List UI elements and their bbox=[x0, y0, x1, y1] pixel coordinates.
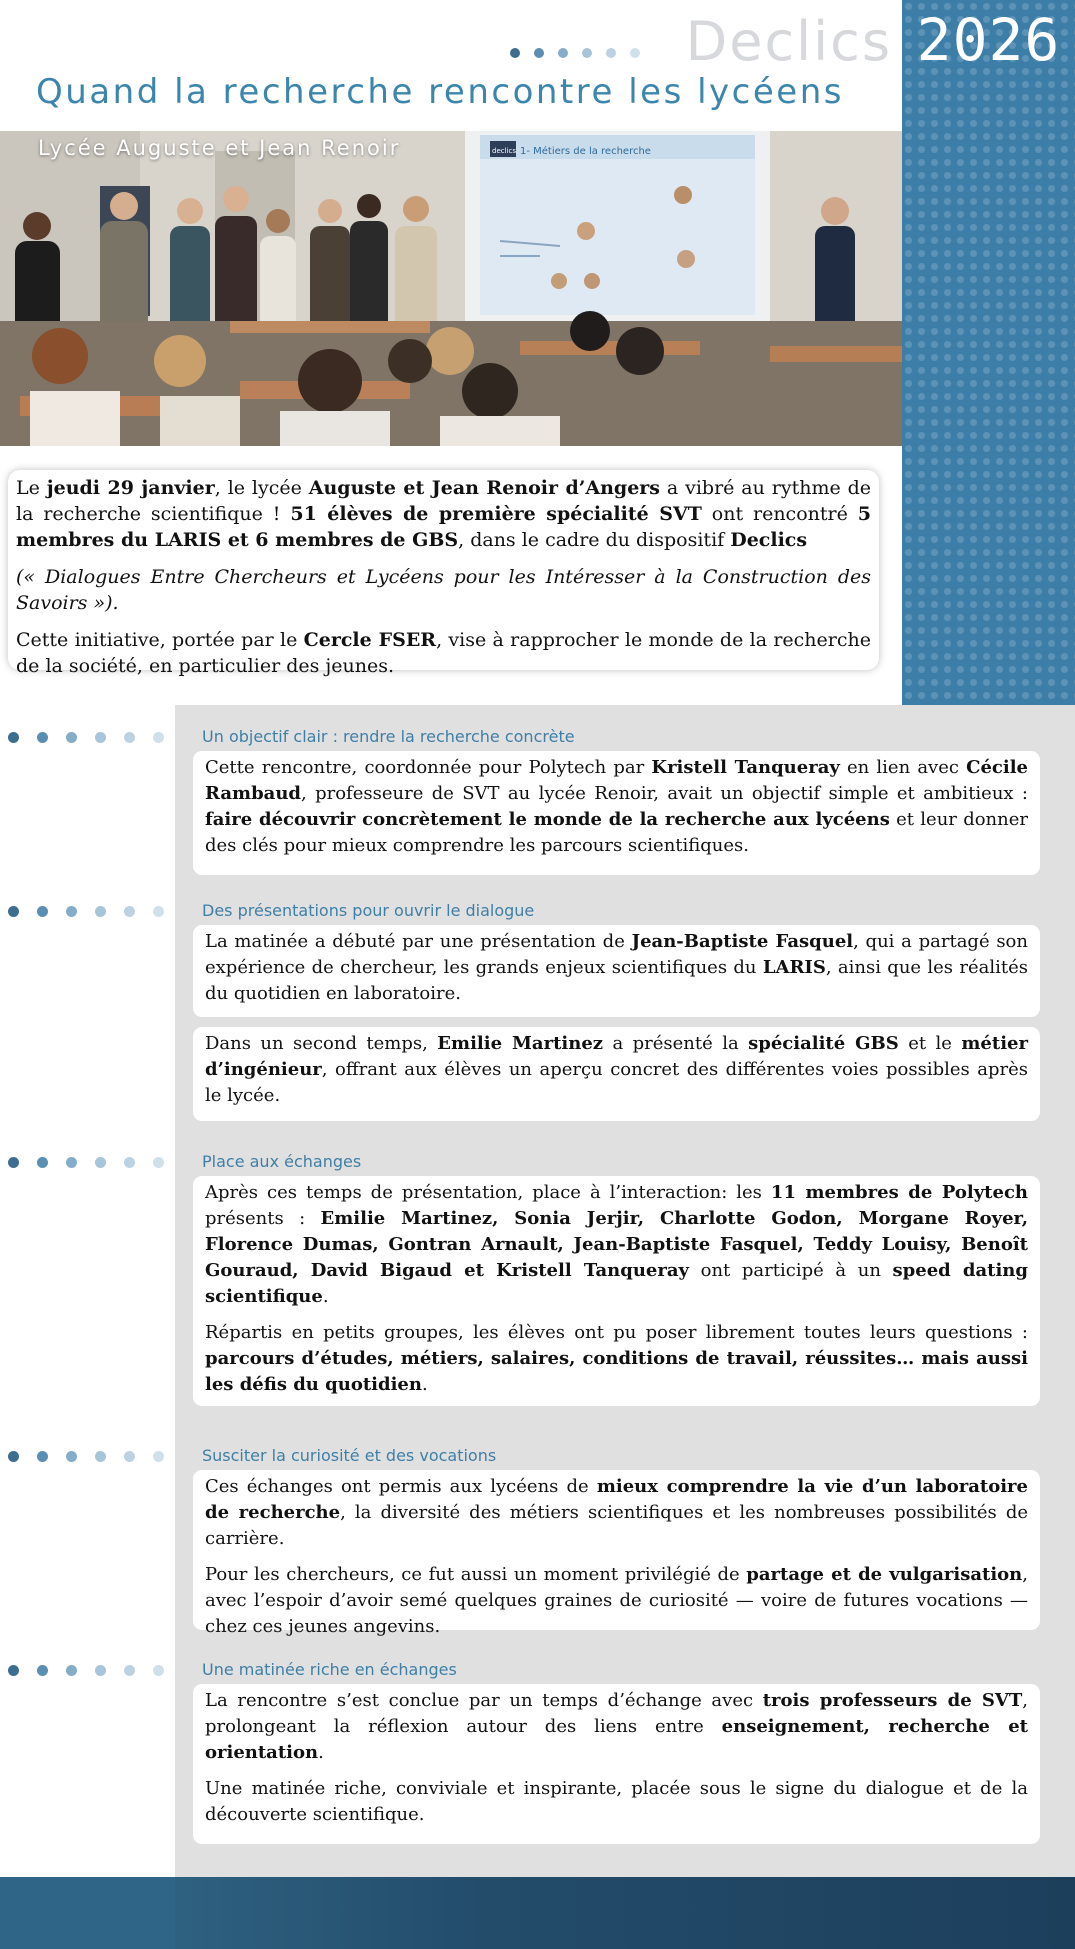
section-card: Cette rencontre, coordonnée pour Polytech par Kristell Tanqueray en lien avec Cécile Rambaud, professeure de SVT au lycée Renoir, avait un objectif simple et ambitieux : faire découvrir concrètement le monde de la recherche aux lycéens et leur donner des clés pour mieux comprendre les parcours scientifiques. bbox=[193, 751, 1040, 875]
section-dots bbox=[8, 1157, 164, 1168]
dot-icon bbox=[95, 732, 106, 743]
year-label: 2026 bbox=[916, 6, 1061, 74]
dot-icon bbox=[606, 48, 616, 58]
dot-icon bbox=[153, 1665, 164, 1676]
section-dots bbox=[8, 732, 164, 743]
dot-icon bbox=[95, 906, 106, 917]
dot-icon bbox=[558, 48, 568, 58]
slide-title: 1- Métiers de la recherche bbox=[520, 146, 651, 157]
dot-icon bbox=[66, 1157, 77, 1168]
intro-paragraph-2: (« Dialogues Entre Chercheurs et Lycéens pour les Intéresser à la Construction des Savoirs »). bbox=[16, 566, 871, 614]
dot-icon bbox=[8, 1451, 19, 1462]
page-headline: Quand la recherche rencontre les lycéens bbox=[36, 72, 844, 112]
section-title: Place aux échanges bbox=[202, 1152, 362, 1171]
section-dots bbox=[8, 1665, 164, 1676]
dot-icon bbox=[37, 906, 48, 917]
dot-icon bbox=[124, 906, 135, 917]
school-name: Lycée Auguste et Jean Renoir bbox=[38, 136, 401, 160]
dot-icon bbox=[153, 906, 164, 917]
dot-icon bbox=[582, 48, 592, 58]
dot-icon bbox=[37, 1157, 48, 1168]
dot-icon bbox=[124, 1451, 135, 1462]
dot-icon bbox=[153, 1451, 164, 1462]
dot-icon bbox=[8, 1157, 19, 1168]
dot-icon bbox=[66, 732, 77, 743]
section-title: Une matinée riche en échanges bbox=[202, 1660, 457, 1679]
footer-band bbox=[0, 1877, 1075, 1949]
dot-icon bbox=[124, 732, 135, 743]
content-sections bbox=[0, 705, 1075, 1877]
dot-icon bbox=[8, 1665, 19, 1676]
intro-paragraph-3: Cette initiative, portée par le Cercle FSER, vise à rapprocher le monde de la recherche de la société, en particulier des jeunes. bbox=[16, 629, 871, 677]
dot-icon bbox=[153, 732, 164, 743]
dot-icon bbox=[95, 1157, 106, 1168]
section-title: Un objectif clair : rendre la recherche concrète bbox=[202, 727, 575, 746]
dot-icon bbox=[630, 48, 640, 58]
slide-logo: declics bbox=[492, 147, 516, 155]
dot-icon bbox=[66, 1665, 77, 1676]
section-title: Des présentations pour ouvrir le dialogue bbox=[202, 901, 535, 920]
dot-icon bbox=[37, 732, 48, 743]
dot-icon bbox=[534, 48, 544, 58]
header-dots bbox=[510, 48, 640, 58]
section-card: La matinée a débuté par une présentation de Jean-Baptiste Fasquel, qui a partagé son expérience de chercheur, les grands enjeux scientifiques du LARIS, ainsi que les réalités du quotidien en laboratoire. bbox=[193, 925, 1040, 1017]
dot-icon bbox=[124, 1157, 135, 1168]
dot-icon bbox=[153, 1157, 164, 1168]
brand-title: Declics bbox=[685, 10, 892, 73]
classroom-photo bbox=[0, 131, 902, 446]
intro-paragraph-1: Le jeudi 29 janvier, le lycée Auguste et Jean Renoir d’Angers a vibré au rythme de la recherche scientifique ! 51 élèves de première spécialité SVT ont rencontré 5 membres du LARIS et 6 membres de GBS, dans le cadre du dispositif Declics bbox=[16, 477, 872, 551]
dot-icon bbox=[37, 1665, 48, 1676]
dot-icon bbox=[8, 732, 19, 743]
decorative-side-band bbox=[902, 0, 1075, 705]
dot-icon bbox=[95, 1665, 106, 1676]
section-card: Après ces temps de présentation, place à l’interaction: les 11 membres de Polytech présents : Emilie Martinez, Sonia Jerjir, Charlotte Godon, Morgane Royer, Florence Dumas, Gontran Arnault, Jean-Baptiste Fasquel, Teddy Louisy, Benoît Gouraud, David Bigaud et Kristell Tanqueray ont participé à un speed dating scientifique. Répartis en petits groupes, les élèves ont pu poser librement toutes leurs questions : parcours d’études, métiers, salaires, conditions de travail, réussites… mais aussi les défis du quotidien. bbox=[193, 1176, 1040, 1406]
section-card: Dans un second temps, Emilie Martinez a présenté la spécialité GBS et le métier d’ingénieur, offrant aux élèves un aperçu concret des différentes voies possibles après le lycée. bbox=[193, 1027, 1040, 1121]
dot-icon bbox=[510, 48, 520, 58]
dot-icon bbox=[124, 1665, 135, 1676]
dot-icon bbox=[8, 906, 19, 917]
dot-icon bbox=[66, 1451, 77, 1462]
section-card: Ces échanges ont permis aux lycéens de mieux comprendre la vie d’un laboratoire de recherche, la diversité des métiers scientifiques et les nombreuses possibilités de carrière. Pour les chercheurs, ce fut aussi un moment privilégié de partage et de vulgarisation, avec l’espoir d’avoir semé quelques graines de curiosité — voire de futures vocations — chez ces jeunes angevins. bbox=[193, 1470, 1040, 1630]
intro-box bbox=[8, 470, 879, 677]
section-dots bbox=[8, 906, 164, 917]
section-card: La rencontre s’est conclue par un temps d’échange avec trois professeurs de SVT, prolongeant la réflexion autour des liens entre enseignement, recherche et orientation. Une matinée riche, conviviale et inspirante, placée sous le signe du dialogue et de la découverte scientifique. bbox=[193, 1684, 1040, 1844]
dot-icon bbox=[66, 906, 77, 917]
section-title: Susciter la curiosité et des vocations bbox=[202, 1446, 497, 1465]
dot-icon bbox=[37, 1451, 48, 1462]
dot-icon bbox=[95, 1451, 106, 1462]
section-dots bbox=[8, 1451, 164, 1462]
